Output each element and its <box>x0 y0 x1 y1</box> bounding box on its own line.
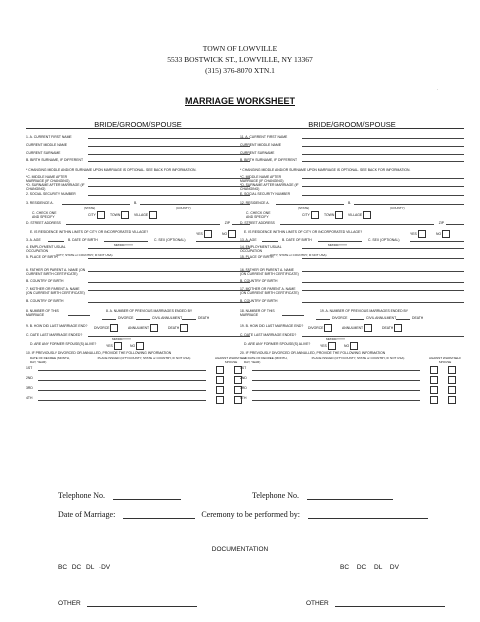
no-checkbox[interactable] <box>442 230 450 238</box>
limits-yes <box>410 230 427 238</box>
limits-no <box>436 230 451 238</box>
date-ended-format: MM/DD/YYYY <box>326 337 346 341</box>
self-checkbox[interactable] <box>430 396 438 404</box>
marriage-number-label: 18. NUMBER OF THIS MARRIAGE <box>240 309 275 317</box>
form-note: 20. IF PREVIOUSLY DIVORCED OR ANNULLED, PROVIDE THE FOLLOWING INFORMATION <box>240 351 386 355</box>
field-label-first: 11. A. CURRENT FIRST NAME <box>240 135 288 139</box>
field-line-middle[interactable] <box>302 146 464 147</box>
field-line-mother[interactable] <box>88 290 250 291</box>
self-checkbox[interactable] <box>430 376 438 384</box>
documentation-right: BC DC DL DV <box>340 564 399 571</box>
field-label-father: 6. FATHER OR PARENT A. NAME (ON CURRENT BIRTH CERTIFICATE) <box>26 268 86 276</box>
divorce-label: DIVORCE <box>332 316 348 320</box>
field-label-mother-country: B. COUNTRY OF BIRTH <box>240 299 278 303</box>
dob-field[interactable] <box>104 241 148 242</box>
yes-checkbox[interactable] <box>204 230 212 238</box>
field-label-birth-surname: B. BIRTH SURNAME, IF DIFFERENT <box>240 158 298 162</box>
village-option <box>348 211 372 219</box>
village-checkbox[interactable] <box>363 211 371 219</box>
city-label: CITY <box>302 212 310 217</box>
field-label-father-country: B. COUNTRY OF BIRTH <box>240 279 278 283</box>
self-checkbox[interactable] <box>216 396 224 404</box>
field-line-father[interactable] <box>302 271 464 272</box>
how-divorce-label: DIVORCE <box>94 325 110 330</box>
annulment-label: CIVIL ANNULMENT <box>366 316 397 320</box>
death-count-field[interactable] <box>396 319 410 320</box>
org-name: TOWN OF LOWVILLE <box>202 44 278 53</box>
alive-no-checkbox[interactable] <box>136 342 144 350</box>
decree-date-header: DATE OF DECREE (MONTH, DAY, YEAR) <box>30 356 70 364</box>
marriage-date-row <box>58 510 428 519</box>
field-label-middle-after: *C. MIDDLE NAME AFTER MARRIAGE (IF CHANGING) <box>26 175 70 183</box>
field-label-mother: 7. MOTHER OR PARENT A. NAME (ON CURRENT BIRTH CERTIFICATE) <box>26 287 85 295</box>
self-checkbox[interactable] <box>430 366 438 374</box>
how-divorce <box>94 324 119 332</box>
field-label-ssn: E. SOCIAL SECURITY NUMBER <box>240 192 291 196</box>
how-death <box>168 324 189 332</box>
alive-yes-label: YES <box>320 343 327 348</box>
field-line-first[interactable] <box>302 138 464 139</box>
village-option <box>134 211 158 219</box>
field-line-mother-country[interactable] <box>88 302 250 303</box>
divorce-label: DIVORCE <box>118 316 134 320</box>
age-label: 13. A. AGE <box>240 238 257 242</box>
dob-label: B. DATE OF BIRTH <box>282 238 312 242</box>
field-line-ssn[interactable] <box>302 195 464 196</box>
sex-label: C. SEX (OPTIONAL) <box>368 238 400 242</box>
place-issued-header: PLACE ISSUED (CITY/COUNTY, STATE or COUNTRY, IF NOT USA) <box>97 356 191 360</box>
field-label-ssn: 2. SOCIAL SECURITY NUMBER <box>26 192 76 196</box>
spouse-checkbox[interactable] <box>448 376 456 384</box>
page-title: MARRIAGE WORKSHEET <box>185 96 295 106</box>
field-line-mother[interactable] <box>302 290 464 291</box>
field-label-surname: CURRENT SURNAME <box>26 151 61 155</box>
alive-yes <box>320 342 337 350</box>
marriage-number-field[interactable] <box>282 315 304 316</box>
field-line-birth-surname[interactable] <box>302 161 464 162</box>
field-line-father-country[interactable] <box>302 282 464 283</box>
field-line-surname[interactable] <box>88 154 250 155</box>
field-label-father-country: B. COUNTRY OF BIRTH <box>26 279 64 283</box>
city-option <box>302 211 320 219</box>
documentation-heading: DOCUMENTATION <box>211 546 269 553</box>
city-label: CITY <box>88 212 96 217</box>
previous-marriages-label: 19. A. NUMBER OF PREVIOUS MARRIAGES ENDED BY <box>320 309 408 313</box>
how-annulment-label: ANNULMENT <box>342 325 364 330</box>
zip-label: ZIP <box>438 221 444 225</box>
town-checkbox[interactable] <box>335 211 343 219</box>
alive-yes <box>106 342 123 350</box>
against-whom-header: AGAINST WHOM SELF SPOUSE <box>214 356 248 364</box>
death-label: DEATH <box>412 316 424 320</box>
residence-b-label: B. <box>134 201 138 205</box>
how-death-checkbox[interactable] <box>394 324 402 332</box>
annulment-label: CIVIL ANNULMENT <box>152 316 183 320</box>
state-caption: (STATE) <box>84 206 96 210</box>
alive-label: D. ARE ANY FORMER SPOUSE(S) ALIVE? <box>244 342 311 346</box>
form-note: 10. IF PREVIOUSLY DIVORCED OR ANNULLED, PROVIDE THE FOLLOWING INFORMATION <box>26 351 172 355</box>
check-one-label: C. CHECK ONE AND SPECIFY <box>32 211 57 219</box>
field-label-middle: CURRENT MIDDLE NAME <box>26 143 68 147</box>
town-label: TOWN <box>110 212 121 217</box>
no-label: NO <box>436 231 442 236</box>
city-option <box>88 211 106 219</box>
field-line-father-country[interactable] <box>88 282 250 283</box>
yes-checkbox[interactable] <box>418 230 426 238</box>
self-checkbox[interactable] <box>430 386 438 394</box>
prior-marriage-ordinal: 3RD <box>26 386 33 390</box>
field-label-mother: 17. MOTHER OR PARENT A. NAME (ON CURRENT BIRTH CERTIFICATE) <box>240 287 299 295</box>
how-divorce-checkbox[interactable] <box>110 324 118 332</box>
field-line-pob[interactable] <box>302 258 464 259</box>
field-label-date-ended: C. DATE LAST MARRIAGE ENDED? <box>240 333 297 337</box>
other-right-label: OTHER <box>306 600 329 607</box>
marriage-number-field[interactable] <box>68 315 90 316</box>
residence-state-field[interactable] <box>62 204 130 205</box>
alive-no-label: NO <box>130 343 136 348</box>
residence-label: 3. RESIDENCE A. <box>26 201 54 205</box>
prior-marriage-line[interactable] <box>252 380 420 381</box>
alive-no-checkbox[interactable] <box>350 342 358 350</box>
prior-marriage-ordinal: 1ST <box>26 366 33 370</box>
county-caption: (COUNTY) <box>176 206 191 210</box>
field-label-employment: 4. EMPLOYMENT USUAL OCCUPATION <box>26 245 66 253</box>
city-checkbox[interactable] <box>97 211 105 219</box>
telephone-right-field[interactable] <box>307 492 393 500</box>
place-issued-header: PLACE ISSUED (CITY/COUNTY, STATE or COUNTRY, IF NOT USA) <box>311 356 405 360</box>
prior-marriage-ordinal: 1ST <box>240 366 247 370</box>
field-line-ssn[interactable] <box>88 195 250 196</box>
prior-marriage-line[interactable] <box>38 400 206 401</box>
prior-marriage-line[interactable] <box>38 390 206 391</box>
how-annulment-checkbox[interactable] <box>364 324 372 332</box>
field-line-street[interactable] <box>66 224 220 225</box>
field-label-father: 16. FATHER OR PARENT A. NAME (ON CURRENT BIRTH CERTIFICATE) <box>240 268 299 276</box>
how-divorce-label: DIVORCE <box>308 325 324 330</box>
dob-field[interactable] <box>318 241 362 242</box>
field-line-birth-surname[interactable] <box>88 161 250 162</box>
dob-format: MM/DD/YYYY <box>328 243 348 247</box>
prior-marriage-ordinal: 4TH <box>26 396 33 400</box>
town-option <box>110 211 130 219</box>
no-label: NO <box>222 231 228 236</box>
form-note: * CHANGING MIDDLE AND/OR SURNAME UPON MARRIAGE IS OPTIONAL. SEE BACK FOR INFORMATION. <box>26 168 197 172</box>
field-label-middle: CURRENT MIDDLE NAME <box>240 143 282 147</box>
org-phone: (315) 376-8070 XTN.1 <box>205 66 275 75</box>
date-ended-format: MM/DD/YYYY <box>112 337 132 341</box>
how-death-label: DEATH <box>382 325 394 330</box>
field-label-street: D. STREET ADDRESS <box>26 221 61 225</box>
prior-marriage-ordinal: 2ND <box>26 376 33 380</box>
sex-label: C. SEX (OPTIONAL) <box>154 238 186 242</box>
alive-yes-checkbox[interactable] <box>114 342 122 350</box>
limits-label: E. IS RESIDENCE WITHIN LIMITS OF CITY OR INCORPORATED VILLAGE? <box>244 230 363 234</box>
mark-dot: . <box>437 86 439 91</box>
divorce-count-field[interactable] <box>316 319 330 320</box>
telephone-left-field[interactable] <box>113 492 181 500</box>
town-option <box>324 211 344 219</box>
divorce-count-field[interactable] <box>102 319 116 320</box>
age-field[interactable] <box>48 241 64 242</box>
residence-state-field[interactable] <box>276 204 344 205</box>
other-left-field[interactable] <box>87 599 197 607</box>
field-line-first[interactable] <box>88 138 250 139</box>
residence-county-field[interactable] <box>140 204 250 205</box>
self-checkbox[interactable] <box>216 386 224 394</box>
decree-date-header: A. DATE OF DECREE (MONTH, DAY, YEAR) <box>244 356 288 364</box>
how-death-label: DEATH <box>168 325 180 330</box>
dob-label: B. DATE OF BIRTH <box>68 238 98 242</box>
alive-yes-label: YES <box>106 343 113 348</box>
spouse-checkbox[interactable] <box>448 396 456 404</box>
yes-label: YES <box>410 231 417 236</box>
field-line-surname-after[interactable] <box>302 186 464 187</box>
check-one-label: C. CHECK ONE AND SPECIFY <box>246 211 271 219</box>
field-line-surname[interactable] <box>302 154 464 155</box>
field-label-first: 1. A. CURRENT FIRST NAME <box>26 135 72 139</box>
spouse-checkbox[interactable] <box>448 386 456 394</box>
age-label: 3. A. AGE <box>26 238 41 242</box>
prior-marriage-ordinal: 4TH <box>240 396 247 400</box>
how-death <box>382 324 403 332</box>
how-annulment-checkbox[interactable] <box>150 324 158 332</box>
marriage-date-field[interactable] <box>123 511 195 519</box>
annulment-count-field[interactable] <box>136 319 150 320</box>
other-right-field[interactable] <box>335 599 445 607</box>
section-heading: BRIDE/GROOM/SPOUSE <box>26 123 250 129</box>
alive-yes-checkbox[interactable] <box>328 342 336 350</box>
yes-label: YES <box>196 231 203 236</box>
limits-yes <box>196 230 213 238</box>
field-line-mother-country[interactable] <box>302 302 464 303</box>
telephone-right-label: Telephone No. <box>252 491 299 500</box>
field-label-surname-after: *D. SURNAME AFTER MARRIAGE (IF CHANGING) <box>26 183 85 191</box>
town-checkbox[interactable] <box>121 211 129 219</box>
pob-note: (CITY, STATE or COUNTRY, IF NOT USA) <box>270 253 327 257</box>
how-ended-label: 19. B. HOW DID LAST MARRIAGE END? <box>240 324 304 328</box>
other-left <box>58 599 197 607</box>
section-heading: BRIDE/GROOM/SPOUSE <box>240 123 464 129</box>
zip-field[interactable] <box>446 224 464 225</box>
field-label-pob: 5. PLACE OF BIRTH <box>26 255 58 259</box>
marriage-date-label: Date of Marriage: <box>58 510 116 519</box>
prior-marriage-line[interactable] <box>252 370 420 371</box>
against-whom-header: AGAINST WHOM SELF SPOUSE <box>428 356 462 364</box>
how-annulment-label: ANNULMENT <box>128 325 150 330</box>
prior-marriage-line[interactable] <box>38 370 206 371</box>
alive-no <box>344 342 359 350</box>
death-count-field[interactable] <box>182 319 196 320</box>
documentation-left: BC DC DL ·DV <box>58 564 111 571</box>
city-checkbox[interactable] <box>311 211 319 219</box>
alive-no-label: NO <box>344 343 350 348</box>
left-column <box>26 120 250 483</box>
village-label: VILLAGE <box>134 212 149 217</box>
age-field[interactable] <box>262 241 278 242</box>
other-right <box>306 599 445 607</box>
field-line-surname-after[interactable] <box>88 186 250 187</box>
field-label-employment: 14. EMPLOYMENT USUAL OCCUPATION <box>240 245 282 253</box>
field-label-pob: 15. PLACE OF BIRTH <box>240 255 274 259</box>
residence-label: 12. RESIDENCE A. <box>240 201 270 205</box>
telephone-left-label: Telephone No. <box>58 491 105 500</box>
self-checkbox[interactable] <box>216 366 224 374</box>
limits-no <box>222 230 237 238</box>
self-checkbox[interactable] <box>216 376 224 384</box>
how-divorce <box>308 324 333 332</box>
limits-label: E. IS RESIDENCE WITHIN LIMITS OF CITY OR INCORPORATED VILLAGE? <box>30 230 149 234</box>
zip-label: ZIP <box>224 221 230 225</box>
prior-marriage-line[interactable] <box>38 380 206 381</box>
residence-county-field[interactable] <box>354 204 464 205</box>
alive-no <box>130 342 145 350</box>
field-line-pob[interactable] <box>88 258 250 259</box>
other-left-label: OTHER <box>58 600 81 607</box>
field-line-employment[interactable] <box>88 248 250 249</box>
field-label-date-ended: C. DATE LAST MARRIAGE ENDED? <box>26 333 83 337</box>
field-line-father[interactable] <box>88 271 250 272</box>
prior-marriage-line[interactable] <box>252 400 420 401</box>
county-caption: (COUNTY) <box>390 206 405 210</box>
spouse-checkbox[interactable] <box>448 366 456 374</box>
ceremony-field[interactable] <box>308 511 428 519</box>
how-annulment <box>128 324 159 332</box>
marriage-number-label: 8. NUMBER OF THIS MARRIAGE <box>26 309 59 317</box>
telephone-left <box>58 491 181 500</box>
form-note: * CHANGING MIDDLE AND/OR SURNAME UPON MARRIAGE IS OPTIONAL. SEE BACK FOR INFORMATION. <box>240 168 411 172</box>
alive-label: D. ARE ANY FORMER SPOUSE(S) ALIVE? <box>30 342 97 346</box>
prior-marriage-ordinal: 2ND <box>240 376 247 380</box>
field-label-street: D. STREET ADDRESS <box>240 221 275 225</box>
right-column <box>240 120 464 483</box>
field-label-surname-after: *D. SURNAME AFTER MARRIAGE (IF CHANGING) <box>240 183 299 191</box>
previous-marriages-label: 8. A. NUMBER OF PREVIOUS MARRIAGES ENDED BY <box>106 309 193 313</box>
field-line-street[interactable] <box>280 224 434 225</box>
pob-note: (CITY, STATE or COUNTRY, IF NOT USA) <box>56 253 113 257</box>
how-divorce-checkbox[interactable] <box>324 324 332 332</box>
ceremony-label: Ceremony to be performed by: <box>201 510 300 519</box>
how-death-checkbox[interactable] <box>180 324 188 332</box>
field-line-employment[interactable] <box>302 248 464 249</box>
field-label-surname: CURRENT SURNAME <box>240 151 275 155</box>
state-caption: (STATE) <box>298 206 310 210</box>
dob-format: MM/DD/YYYY <box>114 243 134 247</box>
field-label-birth-surname: B. BIRTH SURNAME, IF DIFFERENT <box>26 158 84 162</box>
telephone-right <box>252 491 393 500</box>
how-annulment <box>342 324 373 332</box>
village-label: VILLAGE <box>348 212 363 217</box>
village-checkbox[interactable] <box>149 211 157 219</box>
how-ended-label: 9. B. HOW DID LAST MARRIAGE END? <box>26 324 88 328</box>
no-checkbox[interactable] <box>228 230 236 238</box>
town-label: TOWN <box>324 212 335 217</box>
field-line-middle-after[interactable] <box>302 178 464 179</box>
field-line-middle-after[interactable] <box>88 178 250 179</box>
field-line-middle[interactable] <box>88 146 250 147</box>
annulment-count-field[interactable] <box>350 319 364 320</box>
field-label-middle-after: *C. MIDDLE NAME AFTER MARRIAGE (IF CHANGING) <box>240 175 284 183</box>
field-label-mother-country: B. COUNTRY OF BIRTH <box>26 299 64 303</box>
sex-field[interactable] <box>410 241 464 242</box>
death-label: DEATH <box>198 316 210 320</box>
prior-marriage-ordinal: 3RD <box>240 386 247 390</box>
residence-b-label: B. <box>348 201 352 205</box>
org-address: 5533 BOSTWICK ST., LOWVILLE, NY 13367 <box>167 55 313 64</box>
prior-marriage-line[interactable] <box>252 390 420 391</box>
